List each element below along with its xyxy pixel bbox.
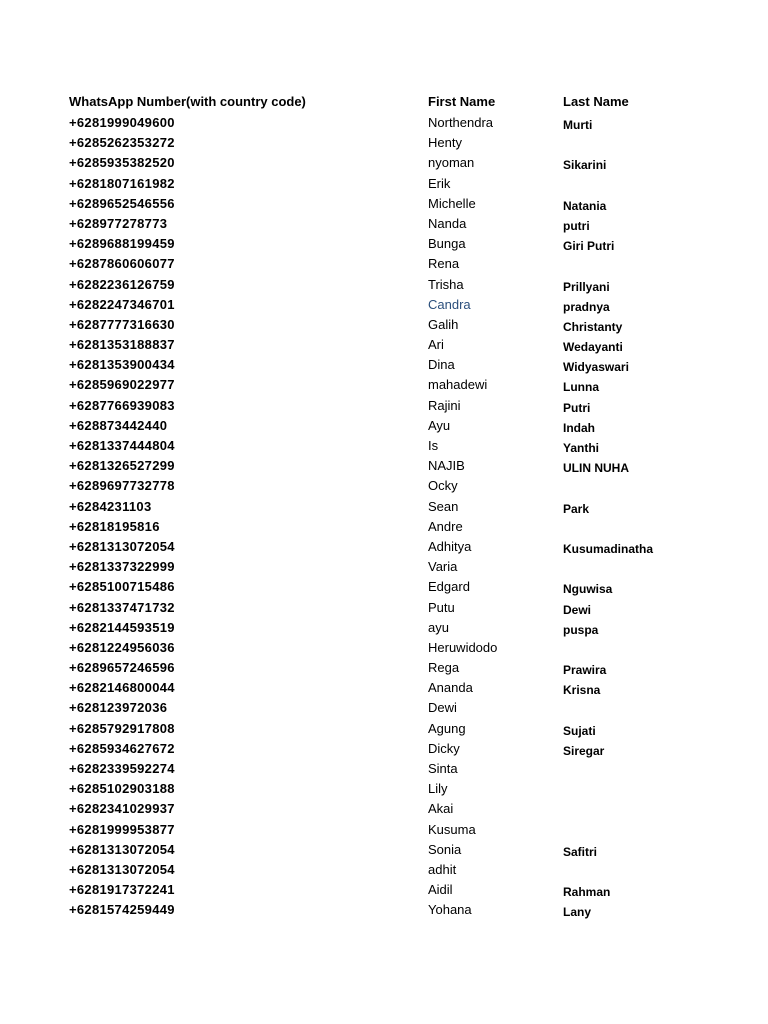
first-name-cell: Agung (428, 720, 466, 736)
phone-number-cell: +6285969022977 (69, 377, 175, 393)
phone-number-cell: +6281313072054 (69, 841, 175, 857)
phone-number-cell: +6281313072054 (69, 861, 175, 877)
first-name-cell: Candra (428, 296, 471, 312)
table-row (0, 820, 768, 840)
first-name-cell: Northendra (428, 115, 494, 130)
last-name-cell: Natania (563, 198, 607, 213)
first-name-cell: Rajini (428, 397, 461, 413)
phone-number-cell: +6289688199459 (69, 236, 175, 252)
first-name-cell: Dewi (428, 700, 457, 716)
header-first-name: First Name (428, 94, 496, 109)
phone-number-cell: +6289652546556 (69, 195, 175, 211)
table-row (0, 174, 768, 194)
first-name-cell: Sonia (428, 841, 462, 857)
last-name-cell: Giri Putri (563, 239, 615, 254)
phone-number-cell: +6289657246596 (69, 660, 175, 676)
table-row (0, 153, 768, 173)
table-row (0, 638, 768, 658)
phone-number-cell: +6281313072054 (69, 538, 175, 554)
phone-number-cell: +6285934627672 (69, 740, 175, 756)
first-name-cell: Lily (428, 781, 448, 797)
table-row (0, 476, 768, 496)
first-name-cell: Ananda (428, 680, 473, 696)
first-name-cell: Putu (428, 599, 455, 615)
phone-number-cell: +6282146800044 (69, 680, 175, 696)
phone-number-cell: +6287766939083 (69, 397, 175, 413)
last-name-cell: Sujati (563, 723, 596, 738)
first-name-cell: Kusuma (428, 821, 476, 837)
last-name-cell: Putri (563, 400, 591, 415)
table-row (0, 860, 768, 880)
table-row (0, 658, 768, 678)
table-row (0, 497, 768, 517)
phone-number-cell: +6282236126759 (69, 276, 175, 292)
phone-number-cell: +6285100715486 (69, 579, 175, 595)
last-name-cell: Wedayanti (563, 340, 623, 355)
table-row (0, 678, 768, 698)
first-name-cell: Yohana (428, 902, 472, 918)
phone-number-cell: +628873442440 (69, 417, 168, 433)
table-row (0, 598, 768, 618)
first-name-cell: Adhitya (428, 538, 472, 554)
last-name-cell: Indah (563, 420, 595, 435)
first-name-cell: Nanda (428, 215, 467, 231)
first-name-cell: Galih (428, 316, 459, 332)
first-name-cell: Michelle (428, 195, 476, 211)
first-name-cell: Erik (428, 175, 451, 191)
phone-number-cell: +62818195816 (69, 518, 160, 534)
last-name-cell: putri (563, 218, 590, 233)
phone-number-cell: +6281224956036 (69, 639, 175, 655)
first-name-cell: Is (428, 438, 439, 453)
table-row (0, 739, 768, 759)
last-name-cell: pradnya (563, 299, 610, 314)
table-row (0, 113, 768, 133)
phone-number-cell: +6281326527299 (69, 458, 175, 474)
phone-number-cell: +6285262353272 (69, 135, 175, 151)
table-row (0, 315, 768, 335)
header-whatsapp-number: WhatsApp Number(with country code) (69, 94, 306, 109)
table-row (0, 900, 768, 920)
table-row (0, 880, 768, 900)
first-name-cell: Henty (428, 135, 462, 151)
table-row (0, 618, 768, 638)
table-row (0, 577, 768, 597)
phone-number-cell: +6281337444804 (69, 438, 175, 453)
first-name-cell: Ari (428, 337, 444, 353)
table-row (0, 214, 768, 234)
table-row (0, 517, 768, 537)
table-row (0, 335, 768, 355)
first-name-cell: Aidil (428, 882, 453, 898)
last-name-cell: Nguwisa (563, 582, 613, 597)
phone-number-cell: +6282247346701 (69, 296, 175, 312)
phone-number-cell: +6285935382520 (69, 155, 175, 171)
first-name-cell: Andre (428, 518, 463, 534)
table-row (0, 436, 768, 456)
table-row (0, 295, 768, 315)
table-row (0, 194, 768, 214)
table-row (0, 396, 768, 416)
first-name-cell: Ayu (428, 417, 451, 433)
table-row (0, 416, 768, 436)
table-row (0, 759, 768, 779)
phone-number-cell: +6281917372241 (69, 882, 175, 898)
phone-number-cell: +6281574259449 (69, 902, 175, 918)
table-row (0, 719, 768, 739)
last-name-cell: Widyaswari (563, 360, 629, 375)
table-row (0, 275, 768, 295)
first-name-cell: Ocky (428, 478, 458, 494)
phone-number-cell: +6282339592274 (69, 761, 175, 776)
last-name-cell: Dewi (563, 602, 592, 617)
first-name-cell: NAJIB (428, 458, 465, 474)
first-name-cell: ayu (428, 619, 449, 635)
table-row (0, 355, 768, 375)
phone-number-cell: +628123972036 (69, 700, 168, 716)
phone-number-cell: +6281353900434 (69, 357, 175, 373)
table-row (0, 133, 768, 153)
table-row (0, 840, 768, 860)
first-name-cell: mahadewi (428, 377, 488, 393)
phone-number-cell: +628977278773 (69, 215, 168, 231)
phone-number-cell: +6281807161982 (69, 175, 175, 191)
last-name-cell: Yanthi (563, 441, 600, 455)
phone-number-cell: +6282144593519 (69, 619, 175, 635)
phone-number-cell: +6284231103 (69, 498, 152, 514)
first-name-cell: Trisha (428, 276, 464, 292)
last-name-cell: Siregar (563, 743, 605, 758)
last-name-cell: Murti (563, 118, 593, 132)
last-name-cell: Prillyani (563, 279, 610, 294)
table-row (0, 698, 768, 718)
last-name-cell: ULIN NUHA (563, 461, 629, 476)
table-row (0, 456, 768, 476)
first-name-cell: Rena (428, 256, 460, 272)
table-row (0, 779, 768, 799)
phone-number-cell: +6289697732778 (69, 478, 175, 494)
first-name-cell: Varia (428, 559, 458, 575)
table-row (0, 234, 768, 254)
last-name-cell: Park (563, 501, 590, 516)
last-name-cell: Christanty (563, 319, 623, 334)
phone-number-cell: +6285792917808 (69, 720, 175, 736)
table-header (0, 92, 768, 112)
phone-number-cell: +6285102903188 (69, 781, 175, 797)
first-name-cell: nyoman (428, 155, 475, 171)
contact-table-body (0, 113, 768, 921)
first-name-cell: Heruwidodo (428, 639, 498, 655)
first-name-cell: Bunga (428, 236, 466, 252)
last-name-cell: Sikarini (563, 158, 607, 173)
table-row (0, 254, 768, 274)
table-row (0, 375, 768, 395)
first-name-cell: Rega (428, 660, 460, 676)
first-name-cell: Akai (428, 801, 454, 817)
table-row (0, 799, 768, 819)
first-name-cell: Dina (428, 357, 455, 373)
phone-number-cell: +6282341029937 (69, 801, 175, 817)
first-name-cell: Sinta (428, 761, 458, 776)
phone-number-cell: +6281337471732 (69, 599, 175, 615)
phone-number-cell: +6281353188837 (69, 337, 175, 353)
phone-number-cell: +6287860606077 (69, 256, 175, 272)
first-name-cell: Sean (428, 498, 459, 514)
table-row (0, 557, 768, 577)
last-name-cell: Lunna (563, 380, 599, 395)
last-name-cell: Prawira (563, 663, 607, 678)
last-name-cell: Rahman (563, 885, 611, 900)
phone-number-cell: +6287777316630 (69, 316, 175, 332)
last-name-cell: Safitri (563, 844, 598, 859)
header-last-name: Last Name (563, 94, 629, 109)
last-name-cell: Kusumadinatha (563, 541, 654, 556)
last-name-cell: Krisna (563, 683, 601, 698)
last-name-cell: puspa (563, 622, 599, 637)
phone-number-cell: +6281999049600 (69, 115, 175, 130)
first-name-cell: adhit (428, 861, 457, 877)
first-name-cell: Dicky (428, 740, 460, 756)
last-name-cell: Lany (563, 905, 592, 920)
table-row (0, 537, 768, 557)
phone-number-cell: +6281337322999 (69, 559, 175, 575)
first-name-cell: Edgard (428, 579, 470, 595)
phone-number-cell: +6281999953877 (69, 821, 175, 837)
